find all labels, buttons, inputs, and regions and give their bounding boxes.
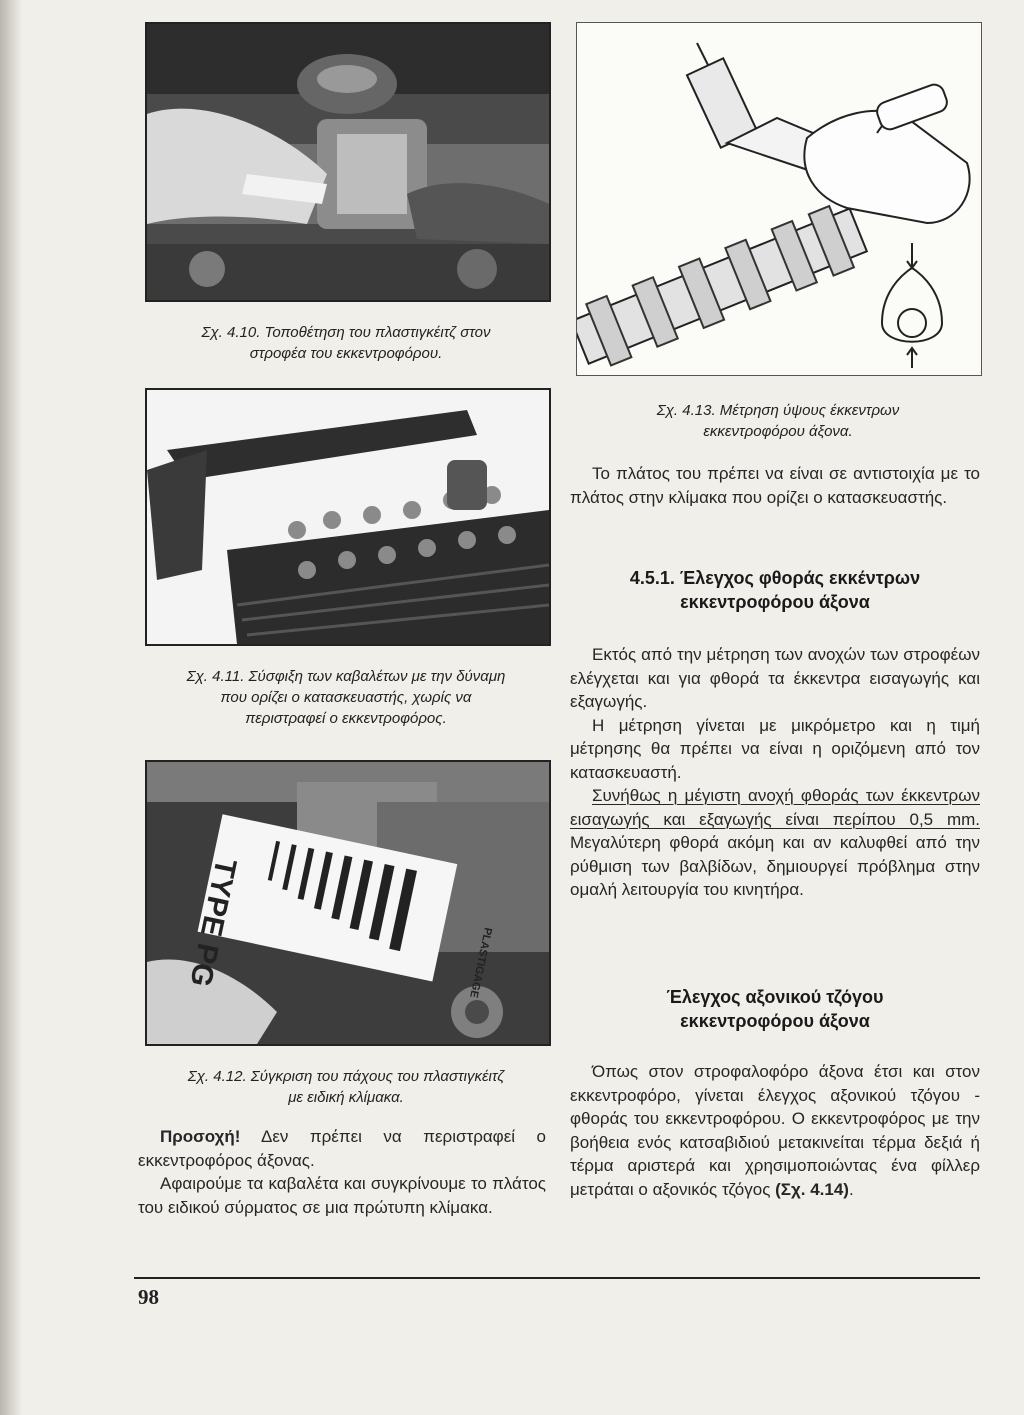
micrometer-measurement-drawing xyxy=(577,23,981,375)
figure-4-11-photo xyxy=(145,388,551,646)
right-paragraph-1: Εκτός από την μέτρηση των ανοχών των στροφέων ελέγχεται και για φθορά τα έκκεντρα εισαγωγής και εξαγωγής. xyxy=(570,645,980,711)
figure-4-12-photo xyxy=(145,760,551,1046)
right-paragraph-4: Όπως στον στροφαλοφόρο άξονα έτσι και στον εκκεντροφόρο, γίνεται έλεγχος αξονικού τζόγου - φθοράς του εκκεντροφόρου. Ο εκκεντροφόρος με την βοήθεια ενός κατσαβιδιού μετακινείται τέρμα δεξιά ή τέρμα αριστερά και χρησιμοποιώντας ένα φίλλερ μετράται ο αξονικός τζόγος (Σχ. 4.14). xyxy=(570,1062,980,1199)
page-edge-shadow xyxy=(0,0,22,1415)
torque-wrench-photo xyxy=(147,390,549,644)
section-heading-4-5-1: 4.5.1. Έλεγχος φθοράς εκκέντρων εκκεντροφόρου άξονα xyxy=(629,568,921,612)
left-paragraph: Αφαιρούμε τα καβαλέτα και συγκρίνουμε το πλάτος του ειδικού σύρματος σε μια πρώτυπη κλίμακα. xyxy=(138,1174,546,1217)
warning-text: Δεν πρέπει να περιστραφεί ο εκκεντροφόρος άξονας. xyxy=(138,1127,546,1170)
figure-4-11-caption: Σχ. 4.11. Σύσφιξη των καβαλέτων με την δύναμη που ορίζει ο κατασκευαστής, χωρίς να περιστραφεί ο εκκεντροφόρος. xyxy=(186,668,506,727)
gauge-scale-label: PLASTIGAGE xyxy=(467,926,494,999)
right-paragraph-3: Συνήθως η μέγιστη ανοχή φθοράς των έκκεντρων εισαγωγής και εξαγωγής είναι περίπου 0,5 mm. Μεγαλύτερη φθορά ακόμη και αν καλυφθεί από την ρύθμιση των βαλβίδων, δημιουργεί πρόβλημα στην ομαλή λειτουργία του κινητήρα. xyxy=(570,786,980,899)
figure-4-13-drawing xyxy=(576,22,982,376)
figure-reference: (Σχ. 4.14) xyxy=(775,1179,849,1199)
axial-play-heading: Έλεγχος αξονικού τζόγου εκκεντροφόρου άξονα xyxy=(666,987,884,1031)
right-body-text xyxy=(570,643,980,902)
gauge-type-label: TYPE PG xyxy=(183,855,243,990)
figure-4-12-caption: Σχ. 4.12. Σύγκριση του πάχους του πλαστιγκέιτζ με ειδική κλίμακα. xyxy=(187,1068,505,1106)
figure-4-13-caption: Σχ. 4.13. Μέτρηση ύψους έκκεντρων εκκεντροφόρου άξονα. xyxy=(656,402,900,440)
axial-play-text xyxy=(570,1060,980,1201)
figure-4-10-photo xyxy=(145,22,551,302)
footer-rule xyxy=(134,1277,980,1279)
left-column-text xyxy=(138,1125,546,1219)
figure-4-10-caption: Σχ. 4.10. Τοποθέτηση του πλαστιγκέιτζ στον στροφέα του εκκεντροφόρου. xyxy=(201,324,491,362)
right-paragraph-2: Η μέτρηση γίνεται με μικρόμετρο και η τιμή μέτρησης θα πρέπει να είναι η οριζόμενη από τον κατασκευαστή. xyxy=(570,715,980,782)
warning-paragraph xyxy=(138,1125,546,1172)
right-intro-text xyxy=(570,462,980,509)
page-number: 98 xyxy=(138,1285,159,1309)
camshaft-plastigage-photo xyxy=(147,24,549,300)
plastigage-comparison-photo xyxy=(147,762,549,1044)
max-wear-underlined: Συνήθως η μέγιστη ανοχή φθοράς των έκκεντρων εισαγωγής και εξαγωγής είναι περίπου 0,5 mm. xyxy=(570,786,980,829)
warning-label: Προσοχή! xyxy=(160,1127,241,1146)
right-intro-paragraph: Το πλάτος του πρέπει να είναι σε αντιστοιχία με το πλάτος στην κλίμακα που ορίζει ο κατασκευαστής. xyxy=(570,464,980,507)
